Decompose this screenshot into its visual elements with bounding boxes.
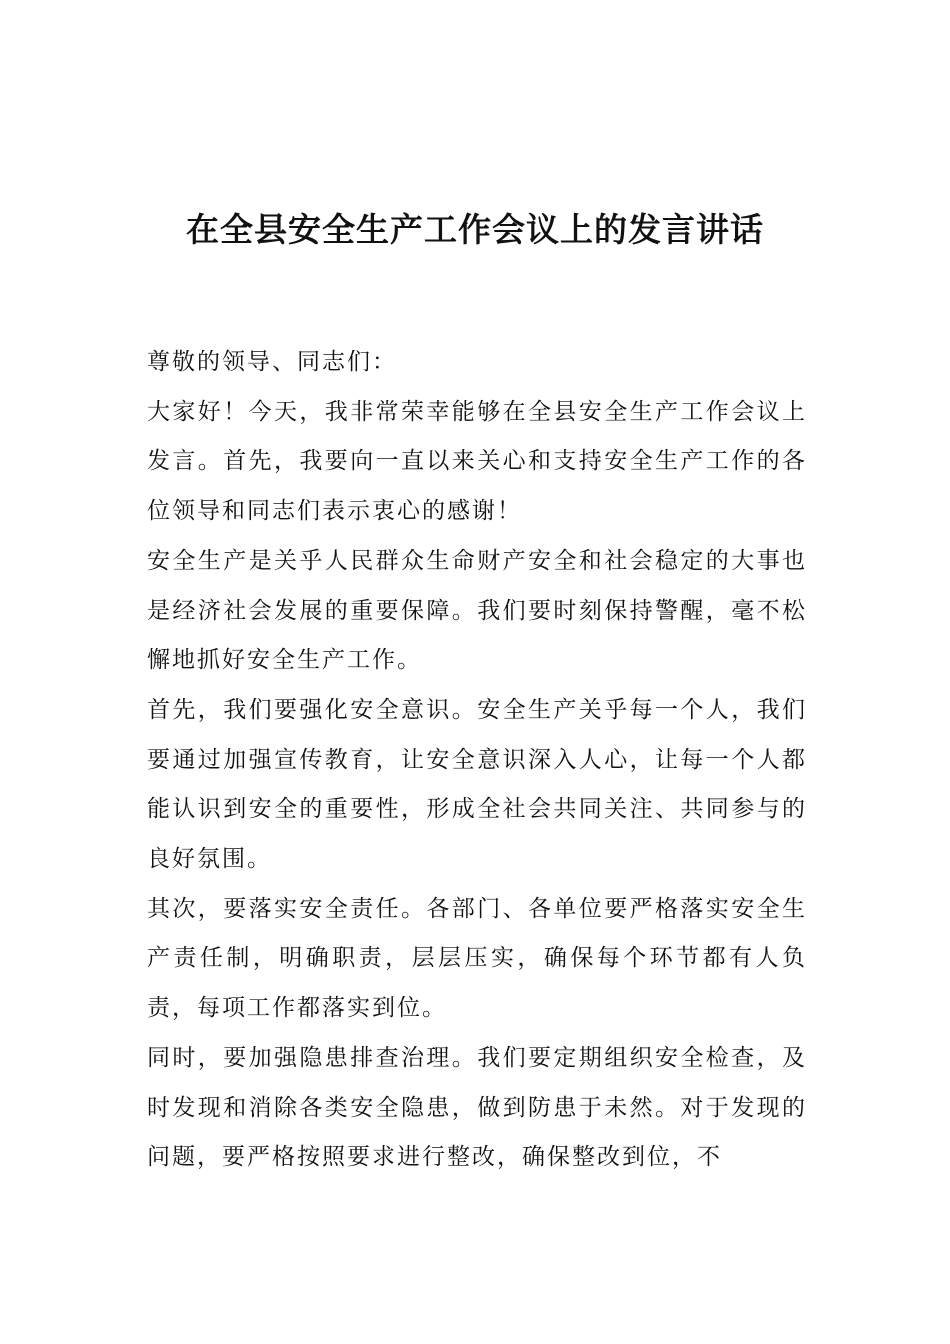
paragraph: 同时，要加强隐患排查治理。我们要定期组织安全检查，及时发现和消除各类安全隐患，做到防患于未然。对于发现的问题，要严格按照要求进行整改，确保整改到位，不 bbox=[147, 1044, 807, 1171]
document-title: 在全县安全生产工作会议上的发言讲话 bbox=[186, 210, 764, 249]
paragraph: 其次，要落实安全责任。各部门、各单位要严格落实安全生产责任制，明确职责，层层压实，确保每个环节都有人负责，每项工作都落实到位。 bbox=[147, 895, 807, 1022]
paragraph: 大家好！今天，我非常荣幸能够在全县安全生产工作会议上发言。首先，我要向一直以来关心和支持安全生产工作的各位领导和同志们表示衷心的感谢！ bbox=[147, 398, 807, 525]
paragraph: 安全生产是关乎人民群众生命财产安全和社会稳定的大事也是经济社会发展的重要保障。我们要时刻保持警醒，毫不松懈地抓好安全生产工作。 bbox=[147, 547, 807, 674]
paragraph: 首先，我们要强化安全意识。安全生产关乎每一个人，我们要通过加强宣传教育，让安全意识深入人心，让每一个人都能认识到安全的重要性，形成全社会共同关注、共同参与的良好氛围。 bbox=[147, 696, 807, 873]
salutation: 尊敬的领导、同志们： bbox=[147, 349, 397, 375]
document-body bbox=[147, 338, 807, 1183]
